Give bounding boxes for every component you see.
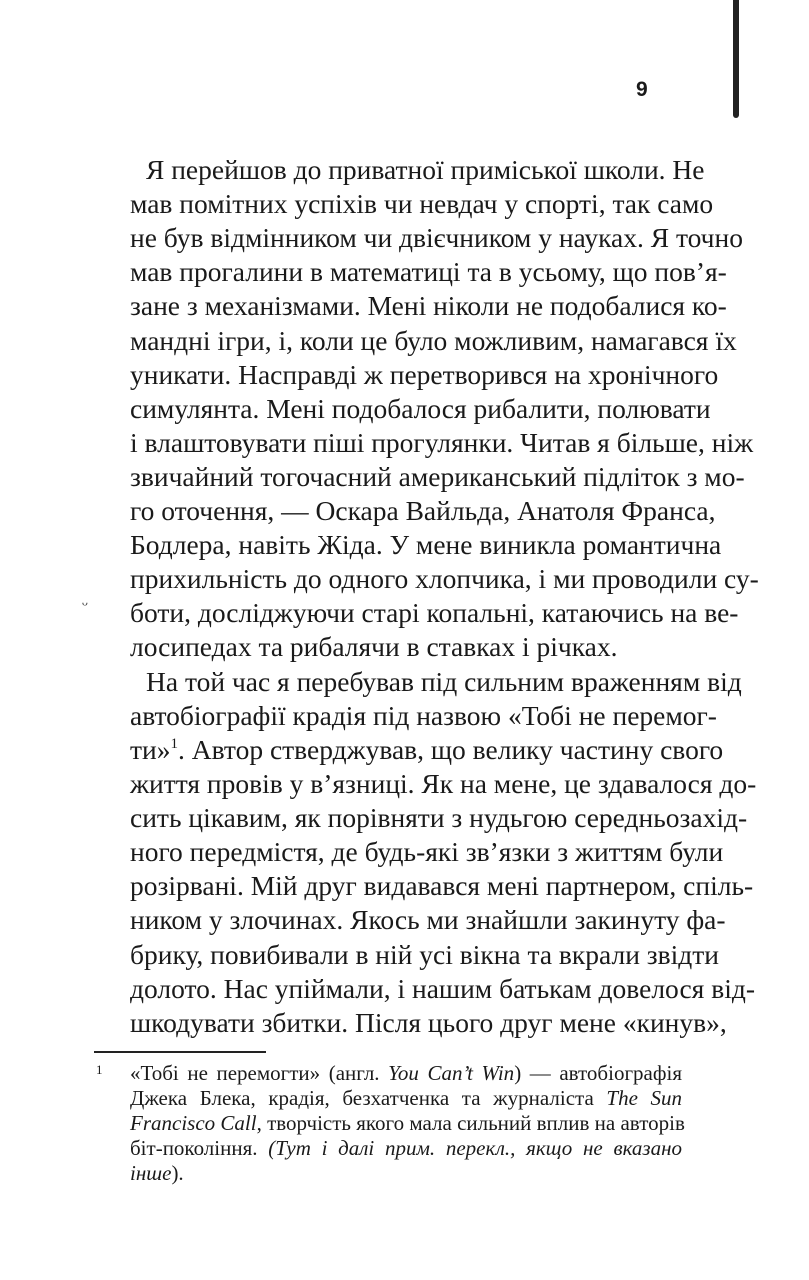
text-line: долото. Нас упіймали, і нашим батькам довелося від- [130,973,755,1004]
text-line: і влаштовувати піші прогулянки. Читав я більше, ніж [130,427,754,458]
text-line: шкодувати збитки. Після цього друг мене «кинув», [130,1007,727,1038]
text-fragment: «Тобі не перемогти» (англ. [130,1061,389,1085]
italic-title: Francisco Call [130,1111,257,1135]
footnote-marker: 1 [96,1062,103,1077]
footnote-line [130,1061,682,1086]
text-line: ником у злочинах. Якось ми знайшли закинуту фа- [130,904,726,935]
text-line: лосипедах та рибалячи в ставках і річках. [130,631,618,662]
italic-title: You Can’t Win [388,1061,515,1085]
text-line: боти, досліджуючи старі копальні, катаючись на ве- [130,597,739,628]
text-fragment: ти» [130,734,171,765]
footnote-line [130,1086,682,1111]
text-line: мав помітних успіхів чи невдач у спорті, так само [130,188,714,219]
footnote-line [130,1136,682,1161]
text-line: ного передмістя, де будь-які зв’язки з життям були [130,836,724,867]
text-line: зане з механізмами. Мені ніколи не подобалися ко- [130,290,727,321]
text-fragment: Джека Блека, крадія, безхатченка та журналіста [130,1086,607,1110]
footnote-line [130,1111,685,1136]
text-line: прихильність до одного хлопчика, і ми проводили су- [130,563,759,594]
text-line: симулянта. Мені подобалося рибалити, полювати [130,393,711,424]
margin-mark: ᵕ [82,594,88,616]
text-line: Я перейшов до приватної приміської школи. Не [146,154,705,185]
text-line: сить цікавим, як порівняти з нудьгою середньозахід- [130,802,748,833]
text-fragment: ). [171,1161,184,1185]
text-line: не був відмінником чи двієчником у науках. Я точно [130,222,743,253]
footnote-divider [94,1051,266,1053]
text-line: звичайний тогочасний американський підліток з мо- [130,461,745,492]
text-fragment: біт-покоління. [130,1136,269,1160]
italic-note: (Тут і далі прим. перекл., якщо не вказано [268,1136,682,1160]
text-fragment: ) — автобіографія [514,1061,682,1085]
text-line: На той час я перебував під сильним враженням від [146,666,742,697]
text-line: уникати. Насправді ж перетворився на хронічного [130,359,719,390]
text-fragment: . Автор стверджував, що велику частину свого [178,734,724,765]
text-fragment: , творчість якого мала сильний вплив на авторів [256,1111,685,1135]
text-line [130,732,724,768]
footnote-reference[interactable]: 1 [170,736,178,752]
text-line: брику, повибивали в ній усі вікна та вкрали звідти [130,939,720,970]
text-line: мав прогалини в математиці та в усьому, що пов’я- [130,256,727,287]
page-edge-bar [733,0,739,118]
text-line: розірвані. Мій друг видавався мені партнером, спіль- [130,870,754,901]
page-number: 9 [636,78,648,101]
text-line: мандні ігри, і, коли це було можливим, намагався їх [130,325,737,356]
italic-title: The Sun [606,1086,682,1110]
text-line: автобіографії крадія під назвою «Тобі не перемог- [130,700,717,731]
text-line: Бодлера, навіть Жіда. У мене виникла романтична [130,529,722,560]
footnote-line [130,1161,682,1186]
text-line: життя провів у в’язниці. Як на мене, це здавалося до- [130,768,757,799]
italic-note: інше [130,1161,172,1185]
text-line: го оточення, — Оскара Вайльда, Анатоля Франса, [130,495,716,526]
